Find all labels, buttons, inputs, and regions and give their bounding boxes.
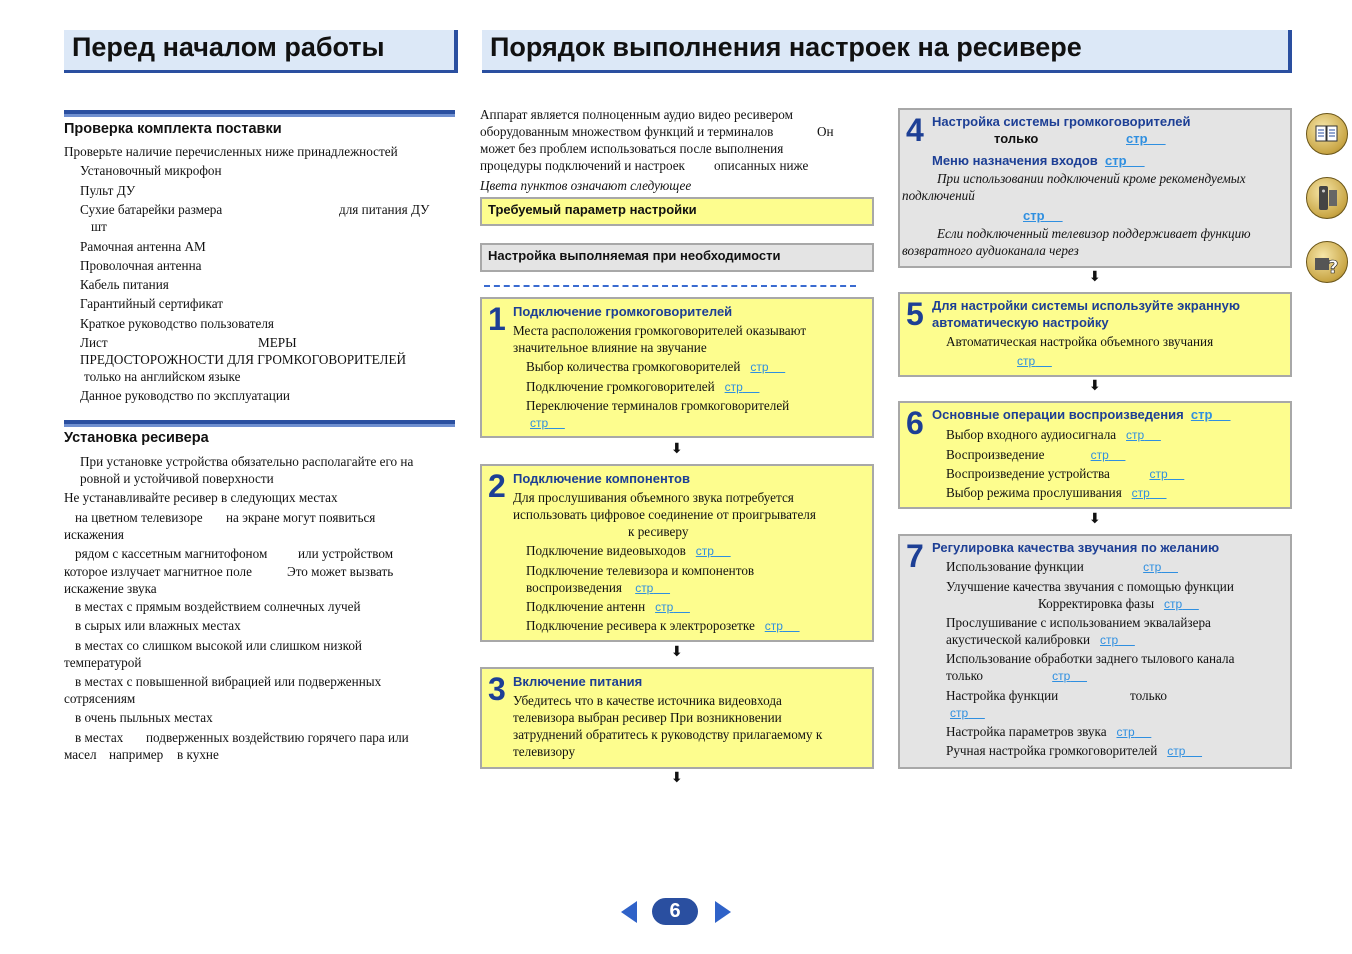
dashed-divider (484, 285, 856, 287)
text-line: в местах со слишком высокой или слишком низкой (75, 638, 362, 653)
step-item-label: Использование обработки заднего тылового канала (946, 651, 1235, 666)
step-note: При использовании подключений кроме рекомендуемых (937, 171, 1246, 186)
text-line: в местах с повышенной вибрацией или подверженных (75, 674, 382, 689)
page-link[interactable]: стр (1100, 633, 1119, 647)
step-item-label: Прослушивание с использованием эквалайзера (946, 615, 1211, 630)
arrow-down-icon: ⬇ (1089, 378, 1101, 394)
list-item: Проволочная антенна (80, 258, 202, 273)
page-number: 6 (652, 898, 698, 925)
step-title: автоматическую настройку (932, 315, 1109, 330)
step-item-label: Ручная настройка громкоговорителей (946, 743, 1158, 758)
remote-icon[interactable] (1306, 177, 1348, 219)
legend-optional-label: Настройка выполняемая при необходимости (488, 248, 781, 263)
step-7-box (898, 534, 1292, 769)
text-line: на цветном телевизоре (75, 510, 203, 525)
step-item-label: только (946, 668, 983, 683)
page-link[interactable]: стр (530, 416, 549, 430)
page-link[interactable]: стр (695, 544, 714, 558)
prev-page-icon[interactable] (621, 901, 637, 923)
list-item: для питания ДУ (339, 202, 430, 217)
arrow-down-icon: ⬇ (671, 441, 683, 457)
text-line: искажение звука (64, 581, 157, 596)
text-line: температурой (64, 655, 142, 670)
text-line: в очень пыльных местах (75, 710, 213, 725)
step-5-box (898, 292, 1292, 377)
page-link[interactable]: стр (1163, 597, 1183, 611)
step-item-label: Подключение видеовыходов (526, 543, 686, 558)
list-item: Данное руководство по эксплуатации (80, 388, 290, 403)
step-item-label: Подключение ресивера к электророзетке (526, 618, 755, 633)
legend-caption: Цвета пунктов означают следующее (480, 178, 692, 193)
text-line: например (109, 747, 164, 762)
step-note: возвратного аудиоканала через (902, 243, 1079, 258)
page-link[interactable]: стр (635, 581, 654, 595)
text-line: рядом с кассетным магнитофоном (75, 546, 268, 561)
step-desc: к ресиверу (628, 524, 689, 539)
step-desc: Места расположения громкоговорителей оказывают (513, 323, 807, 338)
page-link[interactable]: стр (1052, 669, 1071, 683)
step-item-label: Подключение громкоговорителей (526, 379, 715, 394)
page-link[interactable]: стр (1167, 744, 1186, 758)
step-item-label: Подключение антенн (526, 599, 646, 614)
section-divider (64, 420, 455, 427)
legend-required-label: Требуемый параметр настройки (488, 202, 697, 217)
page-link[interactable]: стр (1126, 428, 1145, 442)
step-item-label: только (1130, 688, 1167, 703)
intro-line: описанных ниже (714, 158, 809, 173)
step-1-box (480, 297, 874, 438)
step-number: 2 (488, 468, 506, 504)
text-line: в кухне (177, 747, 219, 762)
list-item: ПРЕДОСТОРОЖНОСТИ ДЛЯ ГРОМКОГОВОРИТЕЛЕЙ (80, 352, 407, 367)
step-item-label: Выбор режима прослушивания (946, 485, 1122, 500)
next-page-icon[interactable] (715, 901, 731, 923)
left-page-header (64, 30, 458, 73)
step-title: Подключение компонентов (513, 471, 690, 486)
text-line: искажения (64, 527, 124, 542)
step-number: 6 (906, 405, 924, 441)
arrow-down-icon: ⬇ (671, 770, 683, 786)
list-item: Сухие батарейки размера (80, 202, 223, 217)
legend-required (480, 197, 874, 226)
intro-line: Он (817, 124, 834, 139)
step-item-label: Воспроизведение устройства (946, 466, 1110, 481)
step-item (526, 378, 759, 396)
left-header-title: Перед началом работы (72, 32, 385, 62)
list-item: шт (91, 219, 107, 234)
step-item-label: Использование функции (946, 559, 1084, 574)
list-item: Лист (80, 335, 108, 350)
step-title: Основные операции воспроизведения (932, 407, 1184, 422)
page-link[interactable]: стр (1023, 208, 1045, 223)
text-line: на экране могут появиться (226, 510, 376, 525)
text-line: Не устанавливайте ресивер в следующих местах (64, 490, 338, 505)
step-desc: использовать цифровое соединение от проигрывателя (513, 507, 816, 522)
list-item: МЕРЫ (258, 335, 297, 350)
step-item-label: Автоматическая настройка объемного звучания (946, 334, 1214, 349)
step-item-label: Корректировка фазы (1038, 596, 1155, 611)
page-link[interactable]: стр (655, 600, 674, 614)
install-title: Установка ресивера (64, 430, 209, 446)
text-line: масел (64, 747, 97, 762)
page-link[interactable]: стр (1190, 407, 1213, 422)
intro-line: оборудованным множеством функций и терминалов (480, 124, 774, 139)
list-item: Установочный микрофон (80, 163, 222, 178)
text-line: сотрясениям (64, 691, 136, 706)
step-item-label: Переключение терминалов громкоговорителей (526, 398, 790, 413)
help-icon[interactable] (1306, 241, 1348, 283)
step-item-label: воспроизведения (526, 580, 622, 595)
step-title: Регулировка качества звучания по желанию (932, 540, 1220, 555)
page-link[interactable]: стр (764, 619, 783, 633)
arrow-down-icon: ⬇ (1089, 269, 1101, 285)
step-6-box (898, 401, 1292, 509)
text-line: в сырых или влажных местах (75, 618, 241, 633)
text-line: Это может вызвать (287, 564, 394, 579)
step-number: 1 (488, 301, 506, 337)
page-link[interactable]: стр (1126, 131, 1148, 146)
list-item: Пульт ДУ (80, 183, 136, 198)
legend-optional (480, 243, 874, 272)
step-item-label: Выбор количества громкоговорителей (526, 359, 741, 374)
step-number: 7 (906, 538, 924, 574)
text-line: или устройством (298, 546, 394, 561)
page-link[interactable]: стр (750, 360, 769, 374)
step-desc: затруднений обратитесь к руководству прилагаемому к (513, 727, 823, 742)
page-link[interactable]: стр (1149, 467, 1168, 481)
page-link[interactable]: стр (1131, 486, 1150, 500)
step-title: Подключение громкоговорителей (513, 304, 733, 319)
step-item-label: Настройка параметров звука (946, 724, 1107, 739)
page-link[interactable]: стр (1105, 153, 1127, 168)
step-desc: Убедитесь что в качестве источника видеовхода (513, 693, 782, 708)
text-line: в местах с прямым воздействием солнечных лучей (75, 599, 361, 614)
step-number: 5 (906, 296, 924, 332)
intro-line: может без проблем использоваться после выполнения (480, 141, 784, 156)
step-desc: Для прослушивания объемного звука потребуется (513, 490, 794, 505)
kit-intro: Проверьте наличие перечисленных ниже принадлежностей (64, 144, 398, 159)
step-note: подключений (902, 188, 975, 203)
step-title: Включение питания (513, 674, 643, 689)
step-4-box (898, 108, 1292, 268)
list-item: только на английском языке (84, 369, 241, 384)
list-item: Рамочная антенна AM (80, 239, 206, 254)
step-note: Если подключенный телевизор поддерживает функцию (937, 226, 1251, 241)
step-title: Для настройки системы используйте экранную (932, 298, 1240, 313)
step-item-label: Улучшение качества звучания с помощью функции (946, 579, 1234, 594)
book-icon[interactable] (1306, 113, 1348, 155)
page-link[interactable]: стр (1143, 560, 1162, 574)
step-desc: телевизору (513, 744, 576, 759)
page-link[interactable]: стр (1090, 448, 1109, 462)
step-item-label: Выбор входного аудиосигнала (946, 427, 1117, 442)
arrow-down-icon: ⬇ (1089, 511, 1101, 527)
page-link[interactable]: стр (950, 706, 969, 720)
intro-line: процедуры подключений и настроек (480, 158, 685, 173)
svg-text:?: ? (1328, 257, 1339, 278)
step-2-box (480, 464, 874, 642)
step-title: Меню назначения входов (932, 153, 1098, 168)
step-number: 4 (906, 112, 924, 148)
section-divider (64, 110, 455, 117)
step-desc: телевизора выбран ресивер При возникновении (513, 710, 782, 725)
page-link[interactable]: стр (724, 380, 743, 394)
right-page-header (482, 30, 1292, 73)
step-desc: значительное влияние на звучание (513, 340, 707, 355)
step-item-label: Настройка функции (946, 688, 1059, 703)
arrow-down-icon: ⬇ (671, 644, 683, 660)
step-number: 3 (488, 671, 506, 707)
page-link[interactable]: стр (1017, 354, 1036, 368)
step-item-label: акустической калибровки (946, 632, 1091, 647)
text-line: ровной и устойчивой поверхности (80, 471, 274, 486)
text-line: которое излучает магнитное поле (64, 564, 252, 579)
text-line: подверженных воздействию горячего пара или (146, 730, 409, 745)
page-link[interactable]: стр (1116, 725, 1135, 739)
text-line: в местах (75, 730, 124, 745)
list-item: Гарантийный сертификат (80, 296, 223, 311)
step-3-box (480, 667, 874, 769)
step-item-label: Воспроизведение (946, 447, 1045, 462)
list-item: Кабель питания (80, 277, 169, 292)
step-item (526, 358, 785, 376)
kit-title: Проверка комплекта поставки (64, 121, 282, 137)
list-item: Краткое руководство пользователя (80, 316, 274, 331)
text-line: При установке устройства обязательно располагайте его на (80, 454, 414, 469)
right-header-title: Порядок выполнения настроек на ресивере (490, 32, 1082, 62)
step-subtitle: только (994, 131, 1039, 146)
step-item-label: Подключение телевизора и компонентов (526, 563, 755, 578)
step-title: Настройка системы громкоговорителей (932, 114, 1191, 129)
intro-line: Аппарат является полноценным аудио видео ресивером (480, 107, 793, 122)
